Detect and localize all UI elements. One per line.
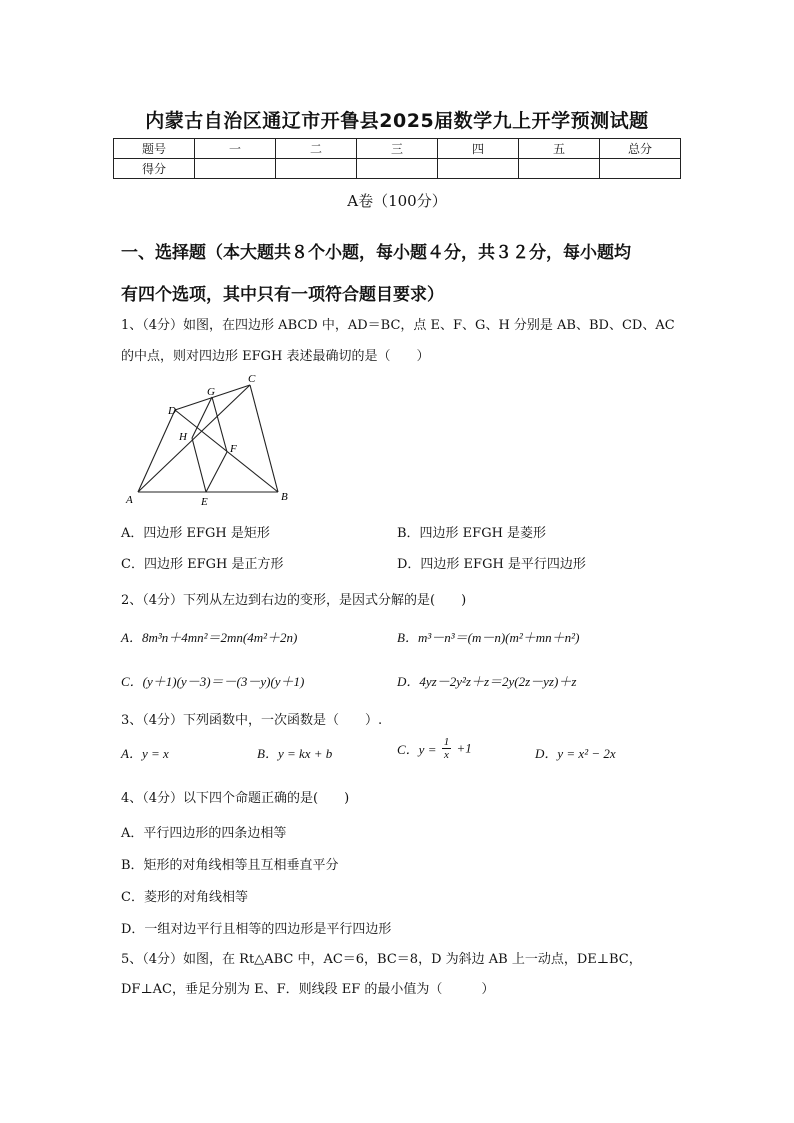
- score-table-header-row: [114, 139, 681, 159]
- figure-label-g: G: [207, 386, 215, 398]
- figure-label-b: B: [281, 491, 288, 503]
- q2-stem: 2、（4分）下列从左边到右边的变形，是因式分解的是( ): [121, 593, 467, 608]
- q3-stem: 3、（4分）下列函数中，一次函数是（ ）.: [121, 713, 383, 728]
- q1-option-c[interactable]: C．四边形 EFGH 是正方形: [121, 557, 284, 572]
- q3-option-c-suffix: +1: [456, 740, 472, 756]
- section-heading: A卷（100分）: [347, 192, 447, 210]
- figure-label-c: C: [248, 373, 256, 385]
- score-header-cell: 三: [357, 139, 438, 159]
- figure-label-e: E: [201, 496, 208, 506]
- q3-option-a[interactable]: A．y = x: [121, 746, 169, 761]
- part-one-heading-line: 一、选择题（本大题共８个小题，每小题４分，共３２分，每小题均: [121, 243, 631, 263]
- score-cell[interactable]: [357, 159, 438, 179]
- score-header-cell: 总分: [600, 139, 681, 159]
- q1-option-d[interactable]: D．四边形 EFGH 是平行四边形: [397, 557, 586, 572]
- q1-stem-line1: 1、（4分）如图，在四边形 ABCD 中，AD＝BC，点 E、F、G、H 分别是 AB、BD、CD、AC: [121, 318, 675, 333]
- score-header-cell: 四: [438, 139, 519, 159]
- q2-option-a[interactable]: A．8m³n＋4mn²＝2mn(4m²＋2n): [121, 630, 298, 645]
- score-cell[interactable]: [438, 159, 519, 179]
- q4-option-a[interactable]: A．平行四边形的四条边相等: [121, 826, 287, 841]
- score-table-score-row: [114, 159, 681, 179]
- score-cell[interactable]: [276, 159, 357, 179]
- score-row-label: 得分: [114, 159, 195, 179]
- score-cell[interactable]: [600, 159, 681, 179]
- figure-label-f: F: [230, 443, 237, 455]
- q1-option-b[interactable]: B．四边形 EFGH 是菱形: [397, 526, 547, 541]
- score-header-cell: 五: [519, 139, 600, 159]
- fraction-denominator: x: [444, 749, 449, 761]
- figure-label-h: H: [179, 431, 187, 443]
- q4-option-c[interactable]: C．菱形的对角线相等: [121, 890, 248, 905]
- quadrilateral-figure: [124, 370, 304, 506]
- q2-option-b[interactable]: B．m³－n³＝(m－n)(m²＋mn＋n²): [397, 630, 580, 645]
- q3-option-b[interactable]: B．y = kx + b: [257, 746, 333, 761]
- q3-option-c[interactable]: [397, 736, 472, 761]
- q5-stem-line2: DF⊥AC，垂足分别为 E、F．则线段 EF 的最小值为（ ）: [121, 982, 495, 997]
- q3-option-c-prefix: C．y =: [397, 742, 437, 757]
- figure-label-a: A: [126, 494, 133, 506]
- score-cell[interactable]: [195, 159, 276, 179]
- q4-option-d[interactable]: D．一组对边平行且相等的四边形是平行四边形: [121, 922, 392, 937]
- q1-option-a[interactable]: A．四边形 EFGH 是矩形: [121, 526, 270, 541]
- part-one-heading: [121, 232, 701, 316]
- q4-stem: 4、（4分）以下四个命题正确的是( ): [121, 791, 350, 806]
- exam-title: 内蒙古自治区通辽市开鲁县2025届数学九上开学预测试题: [145, 110, 649, 132]
- q3-option-d[interactable]: D．y = x² − 2x: [535, 746, 616, 761]
- q4-option-b[interactable]: B．矩形的对角线相等且互相垂直平分: [121, 858, 339, 873]
- q5-stem-line1: 5、（4分）如图，在 Rt△ABC 中，AC＝6，BC＝8，D 为斜边 AB 上一动点，DE⊥BC，: [121, 952, 642, 967]
- fraction-numerator: 1: [443, 736, 450, 748]
- q1-stem-line2: 的中点，则对四边形 EFGH 表述最确切的是（ ）: [121, 349, 430, 364]
- score-header-cell: 二: [276, 139, 357, 159]
- score-cell[interactable]: [519, 159, 600, 179]
- score-table: [113, 138, 681, 179]
- fraction: [442, 736, 452, 761]
- part-one-heading-line: 有四个选项，其中只有一项符合题目要求）: [121, 285, 444, 305]
- q2-option-c[interactable]: C．(y＋1)(y－3)＝－(3－y)(y＋1): [121, 674, 305, 689]
- q2-option-d[interactable]: D．4yz－2y²z＋z＝2y(2z－yz)＋z: [397, 674, 577, 689]
- score-header-cell: 一: [195, 139, 276, 159]
- figure-label-d: D: [168, 405, 176, 417]
- score-header-cell: 题号: [114, 139, 195, 159]
